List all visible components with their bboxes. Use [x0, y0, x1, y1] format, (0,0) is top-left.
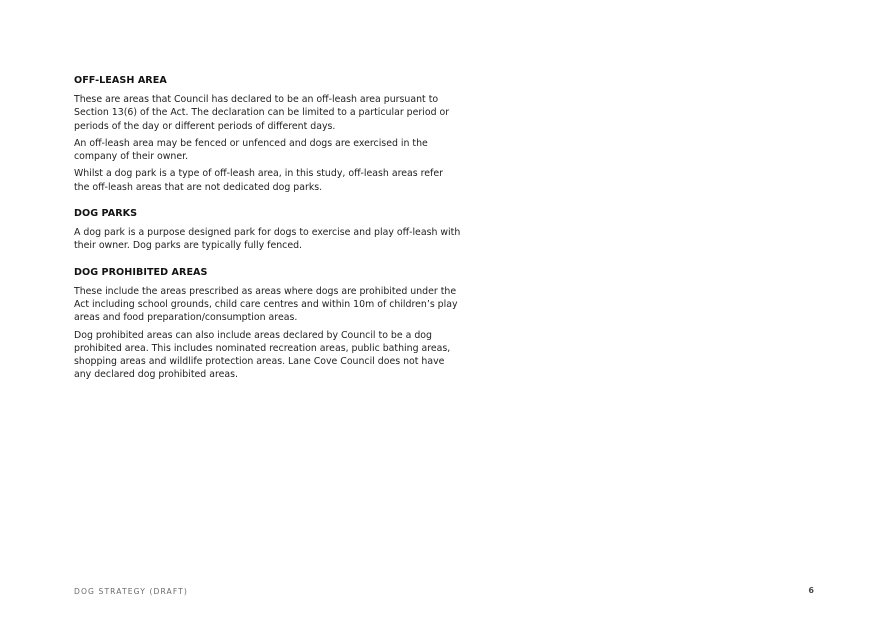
text-line: An off-leash area may be fenced or unfenced and dogs are exercised in the: [74, 137, 428, 149]
footer-document-title: DOG STRATEGY (DRAFT): [74, 587, 188, 596]
section-heading: OFF-LEASH AREA: [74, 75, 167, 86]
footer-page-number: 6: [808, 586, 814, 595]
paragraph: [74, 329, 451, 382]
text-line: areas and food preparation/consumption areas.: [74, 312, 298, 324]
document-body: [74, 74, 461, 395]
paragraph: [74, 226, 461, 253]
text-line: their owner. Dog parks are typically fully fenced.: [74, 240, 303, 252]
text-line: company of their owner.: [74, 151, 189, 163]
section-heading: DOG PROHIBITED AREAS: [74, 266, 208, 278]
paragraph: [74, 285, 458, 325]
text-line: Section 13(6) of the Act. The declaration can be limited to a particular period or: [74, 107, 450, 119]
paragraph: [74, 93, 450, 133]
text-line: periods of the day or different periods of different days.: [74, 120, 336, 132]
section-heading: DOG PARKS: [74, 208, 138, 220]
text-line: prohibited area. This includes nominated recreation areas, public bathing areas,: [74, 342, 451, 354]
text-line: These include the areas prescribed as areas where dogs are prohibited under the: [74, 285, 457, 297]
paragraph: [74, 137, 434, 164]
text-line: These are areas that Council has declared to be an off-leash area pursuant to: [74, 94, 439, 105]
text-line: shopping areas and wildlife protection areas. Lane Cove Council does not have: [74, 356, 445, 368]
text-line: A dog park is a purpose designed park for dogs to exercise and play off-leash with: [74, 227, 461, 239]
text-line: Dog prohibited areas can also include areas declared by Council to be a dog: [74, 329, 432, 341]
paragraph: [74, 167, 443, 194]
section-dog-parks: [74, 207, 461, 253]
section-off-leash-area: [74, 74, 450, 194]
text-line: Act including school grounds, child care centres and within 10m of children’s play: [74, 298, 458, 310]
section-dog-prohibited-areas: [74, 266, 458, 382]
text-line: any declared dog prohibited areas.: [74, 369, 238, 381]
text-line: Whilst a dog park is a type of off-leash area, in this study, off-leash areas refer: [74, 168, 443, 180]
text-line: the off-leash areas that are not dedicated dog parks.: [74, 181, 323, 193]
